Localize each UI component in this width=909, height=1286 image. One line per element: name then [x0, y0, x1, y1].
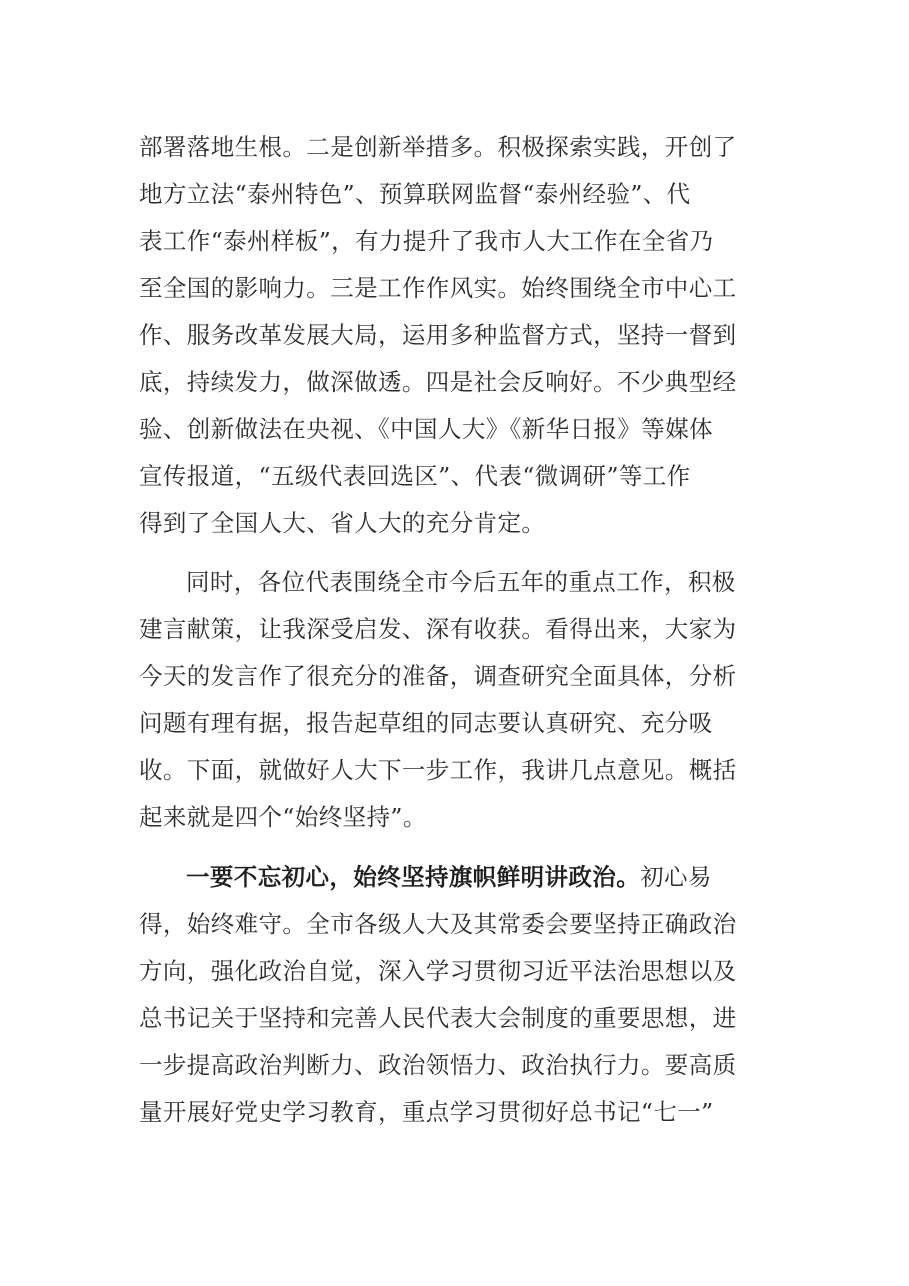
paragraph-1-line-8: 宣传报道，“五级代表回选区”、代表“微调研”等工作: [139, 462, 691, 490]
paragraph-3-line-4: 总书记关于坚持和完善人民代表大会制度的重要思想，进: [139, 1004, 737, 1032]
paragraph-1-line-9: 得到了全国人大、省人大的充分肯定。: [139, 509, 546, 537]
paragraph-3-line-1: [186, 858, 712, 892]
paragraph-3-line-6: 量开展好党史学习教育，重点学习贯彻好总书记“七一”: [139, 1098, 714, 1126]
paragraph-3-line-2: 得，始终难守。全市各级人大及其常委会要坚持正确政治: [139, 910, 737, 938]
section-heading: 一要不忘初心，始终坚持旗帜鲜明讲政治。: [186, 863, 641, 891]
paragraph-2-line-5: 收。下面，就做好人大下一步工作，我讲几点意见。概括: [139, 756, 737, 784]
paragraph-2-line-6: 起来就是四个“始终坚持”。: [139, 803, 427, 831]
paragraph-2-line-4: 问题有理有据，报告起草组的同志要认真研究、充分吸: [139, 709, 713, 737]
paragraph-1-line-6: 底，持续发力，做深做透。四是社会反响好。不少典型经: [139, 368, 737, 396]
paragraph-2-line-3: 今天的发言作了很充分的准备，调查研究全面具体，分析: [139, 662, 737, 690]
paragraph-1-line-3: 表工作“泰州样板”，有力提升了我市人大工作在全省乃: [139, 227, 714, 255]
paragraph-1-line-1: 部署落地生根。二是创新举措多。积极探索实践，开创了: [139, 133, 737, 161]
paragraph-3-line-3: 方向，强化政治自觉，深入学习贯彻习近平法治思想以及: [139, 957, 737, 985]
paragraph-1-line-4: 至全国的影响力。三是工作作风实。始终围绕全市中心工: [139, 274, 737, 302]
paragraph-2-line-2: 建言献策，让我深受启发、深有收获。看得出来，大家为: [139, 615, 737, 643]
paragraph-1-line-5: 作、服务改革发展大局，运用多种监督方式，坚持一督到: [139, 321, 737, 349]
paragraph-1-line-7: 验、创新做法在央视、《中国人大》《新华日报》等媒体: [139, 415, 713, 443]
paragraph-3-line-5: 一步提高政治判断力、政治领悟力、政治执行力。要高质: [139, 1051, 737, 1079]
paragraph-3-line-1-rest: 初心易: [640, 863, 712, 891]
paragraph-1-line-2: 地方立法“泰州特色”、预算联网监督“泰州经验”、代: [139, 180, 691, 208]
paragraph-2-line-1: 同时，各位代表围绕全市今后五年的重点工作，积极: [186, 568, 736, 596]
